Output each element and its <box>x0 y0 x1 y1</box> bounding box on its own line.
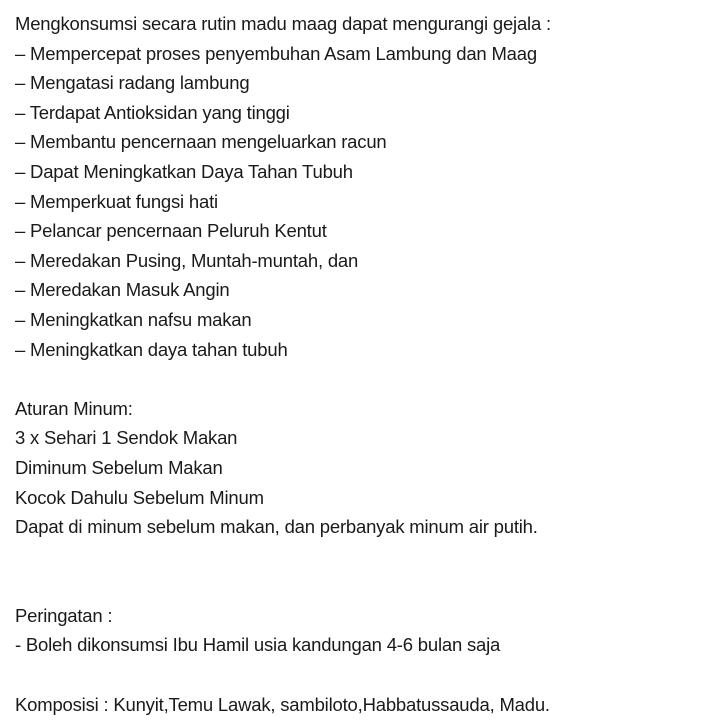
dosage-heading: Aturan Minum: <box>15 397 133 419</box>
list-item: – Mempercepat proses penyembuhan Asam Lambung dan Maag <box>15 42 537 64</box>
dosage-line: Diminum Sebelum Makan <box>15 456 223 478</box>
dosage-section <box>15 394 715 542</box>
list-item: – Membantu pencernaan mengeluarkan racun <box>15 131 387 153</box>
warning-section <box>15 601 715 660</box>
list-item: – Memperkuat fungsi hati <box>15 190 218 212</box>
benefits-intro: Mengkonsumsi secara rutin madu maag dapat mengurangi gejala : <box>15 13 551 34</box>
list-item: – Terdapat Antioksidan yang tinggi <box>15 101 290 123</box>
spacer <box>15 542 715 601</box>
dosage-line: 3 x Sehari 1 Sendok Makan <box>15 427 238 449</box>
list-item: – Meningkatkan nafsu makan <box>15 308 252 330</box>
dosage-line: Kocok Dahulu Sebelum Minum <box>15 486 264 508</box>
spacer <box>15 364 715 394</box>
benefits-list <box>15 39 715 365</box>
product-description <box>15 9 715 719</box>
list-item: – Meredakan Masuk Angin <box>15 279 230 301</box>
list-item: – Meredakan Pusing, Muntah-muntah, dan <box>15 249 359 271</box>
dosage-line: Dapat di minum sebelum makan, dan perbanyak minum air putih. <box>15 516 538 538</box>
list-item: – Mengatasi radang lambung <box>15 72 250 94</box>
list-item: – Pelancar pencernaan Peluruh Kentut <box>15 220 327 242</box>
spacer <box>15 660 715 690</box>
composition-text: Komposisi : Kunyit,Temu Lawak, sambiloto,Habbatussauda, Madu. <box>15 693 550 715</box>
warning-heading: Peringatan : <box>15 604 113 626</box>
list-item: – Dapat Meningkatkan Daya Tahan Tubuh <box>15 160 353 182</box>
list-item: – Meningkatkan daya tahan tubuh <box>15 338 288 360</box>
warning-line: - Boleh dikonsumsi Ibu Hamil usia kandungan 4-6 bulan saja <box>15 634 501 656</box>
